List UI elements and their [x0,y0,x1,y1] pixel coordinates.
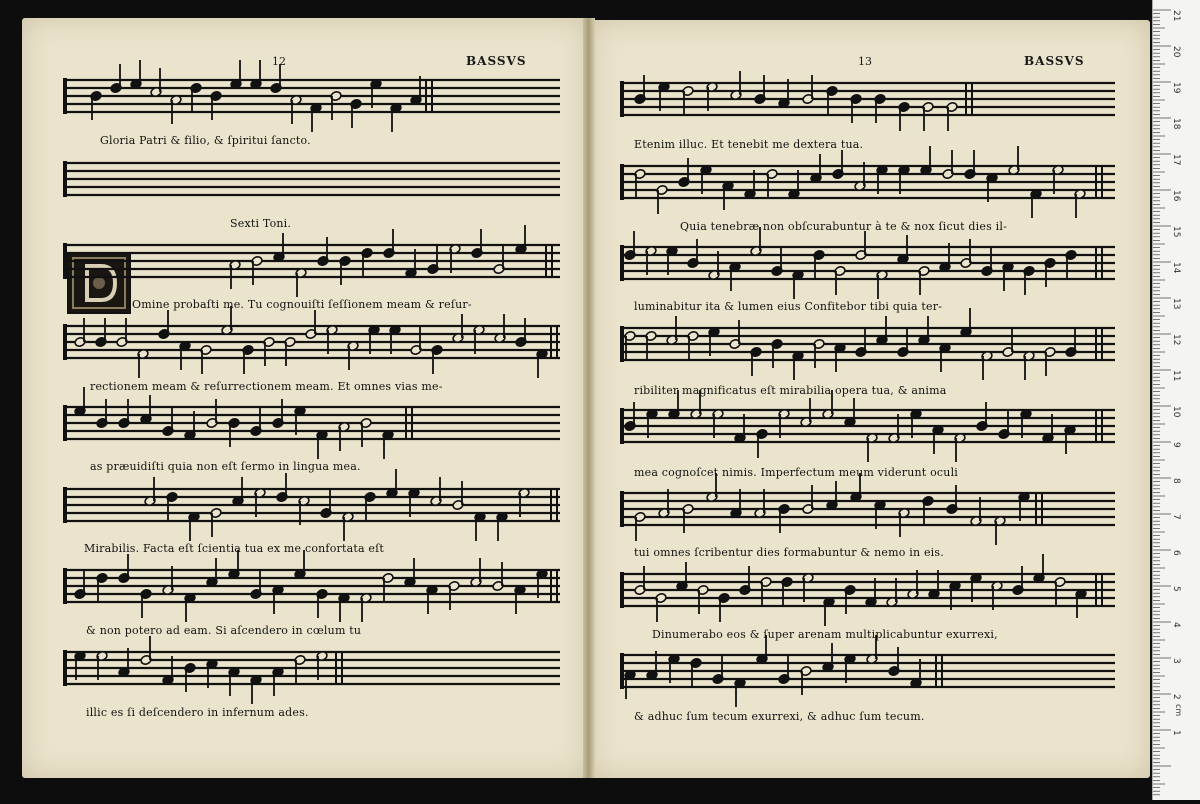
ruler-number: 16 [1171,190,1181,202]
right-lyric-5: mea cognoſcet nimis. Imperfectum meum viderunt oculi [634,466,959,479]
ruler-number: 20 [1171,46,1181,58]
ruler-unit-label: cm [1174,704,1183,717]
ruler-number: 10 [1171,406,1181,418]
ruler-number: 21 [1171,10,1181,22]
ruler-number: 14 [1171,262,1181,274]
ruler-number: 1 [1171,730,1181,736]
right-staff-5 [620,390,1115,462]
ruler-number: 18 [1171,118,1181,130]
ruler-number: 19 [1171,82,1181,94]
right-lyric-2: Quia tenebræ non obſcurabuntur à te & nox ſicut dies il- [680,220,1007,233]
left-lyric-9: illic es ſi deſcendero in infernum ades. [86,706,309,719]
left-lyric-8: & non potero ad eam. Si aſcendero in cœlum tu [86,624,362,637]
ruler-number: 7 [1171,514,1181,520]
right-staff-6 [620,473,1115,545]
measuring-ruler [1152,0,1200,800]
right-staff-2 [620,146,1115,218]
left-lyric-3: Sexti Toni. [230,217,292,230]
ruler-number: 9 [1171,442,1181,448]
right-lyric-8: Dinumerabo eos & ſuper arenam multiplicabuntur exurrexi, [652,628,998,641]
right-running-head: BASSVS [1024,54,1085,68]
ruler-number: 6 [1171,550,1181,556]
left-lyric-1: Gloria Patri & filio, & ſpiritui ſancto. [100,134,311,147]
left-lyric-6: as præuidiſti quia non eſt ſermo in lingua mea. [90,460,361,473]
left-lyric-5: rectionem meam & reſurrectionem meam. Et omnes vias me- [90,380,443,393]
ruler-number: 3 [1171,658,1181,664]
ruler-number: 8 [1171,478,1181,484]
left-staff-2 [63,161,560,197]
ruler-number: 2 [1171,694,1181,700]
right-lyric-3: luminabitur ita & lumen eius Confitebor tibi quia ter- [634,300,943,313]
ruler-number: 13 [1171,298,1181,310]
right-staff-7 [620,554,1115,626]
left-staff-7 [63,550,560,622]
right-page-number: 13 [858,55,872,68]
right-lyric-1: Etenim illuc. Et tenebit me dextera tua. [634,138,864,151]
left-lyric-4: Omine probaſti me. Tu cognouiſti ſeſſionem meam & reſur- [132,298,472,311]
right-staff-4 [620,308,1115,380]
left-staff-3 [63,225,560,297]
ruler-number: 12 [1171,334,1181,346]
ruler-number: 4 [1171,622,1181,628]
right-staff-1 [620,71,1115,131]
ruler-number: 17 [1171,154,1181,166]
right-lyric-4: ribiliter magnificatus eſt mirabilia opera tua, & anima [634,384,947,397]
left-staff-5 [63,387,560,459]
right-staff-3 [620,227,1115,299]
ruler-number: 15 [1171,226,1181,238]
right-staff-8 [620,635,1115,707]
left-staff-4 [63,306,560,378]
left-staff-6 [63,469,560,541]
left-running-head: BASSVS [466,54,527,68]
right-lyric-9: & adhuc ſum tecum exurrexi, & adhuc ſum tecum. [634,710,925,723]
left-lyric-7: Mirabilis. Facta eſt ſcientia tua ex me confortata eſt [84,542,385,555]
left-staff-8 [63,636,560,704]
left-staff-1 [63,60,560,132]
ruler-number: 5 [1171,586,1181,592]
right-lyric-6: tui omnes ſcribentur dies formabuntur & nemo in eis. [634,546,944,559]
ruler-number: 11 [1171,370,1181,382]
left-page-number: 12 [272,55,286,68]
